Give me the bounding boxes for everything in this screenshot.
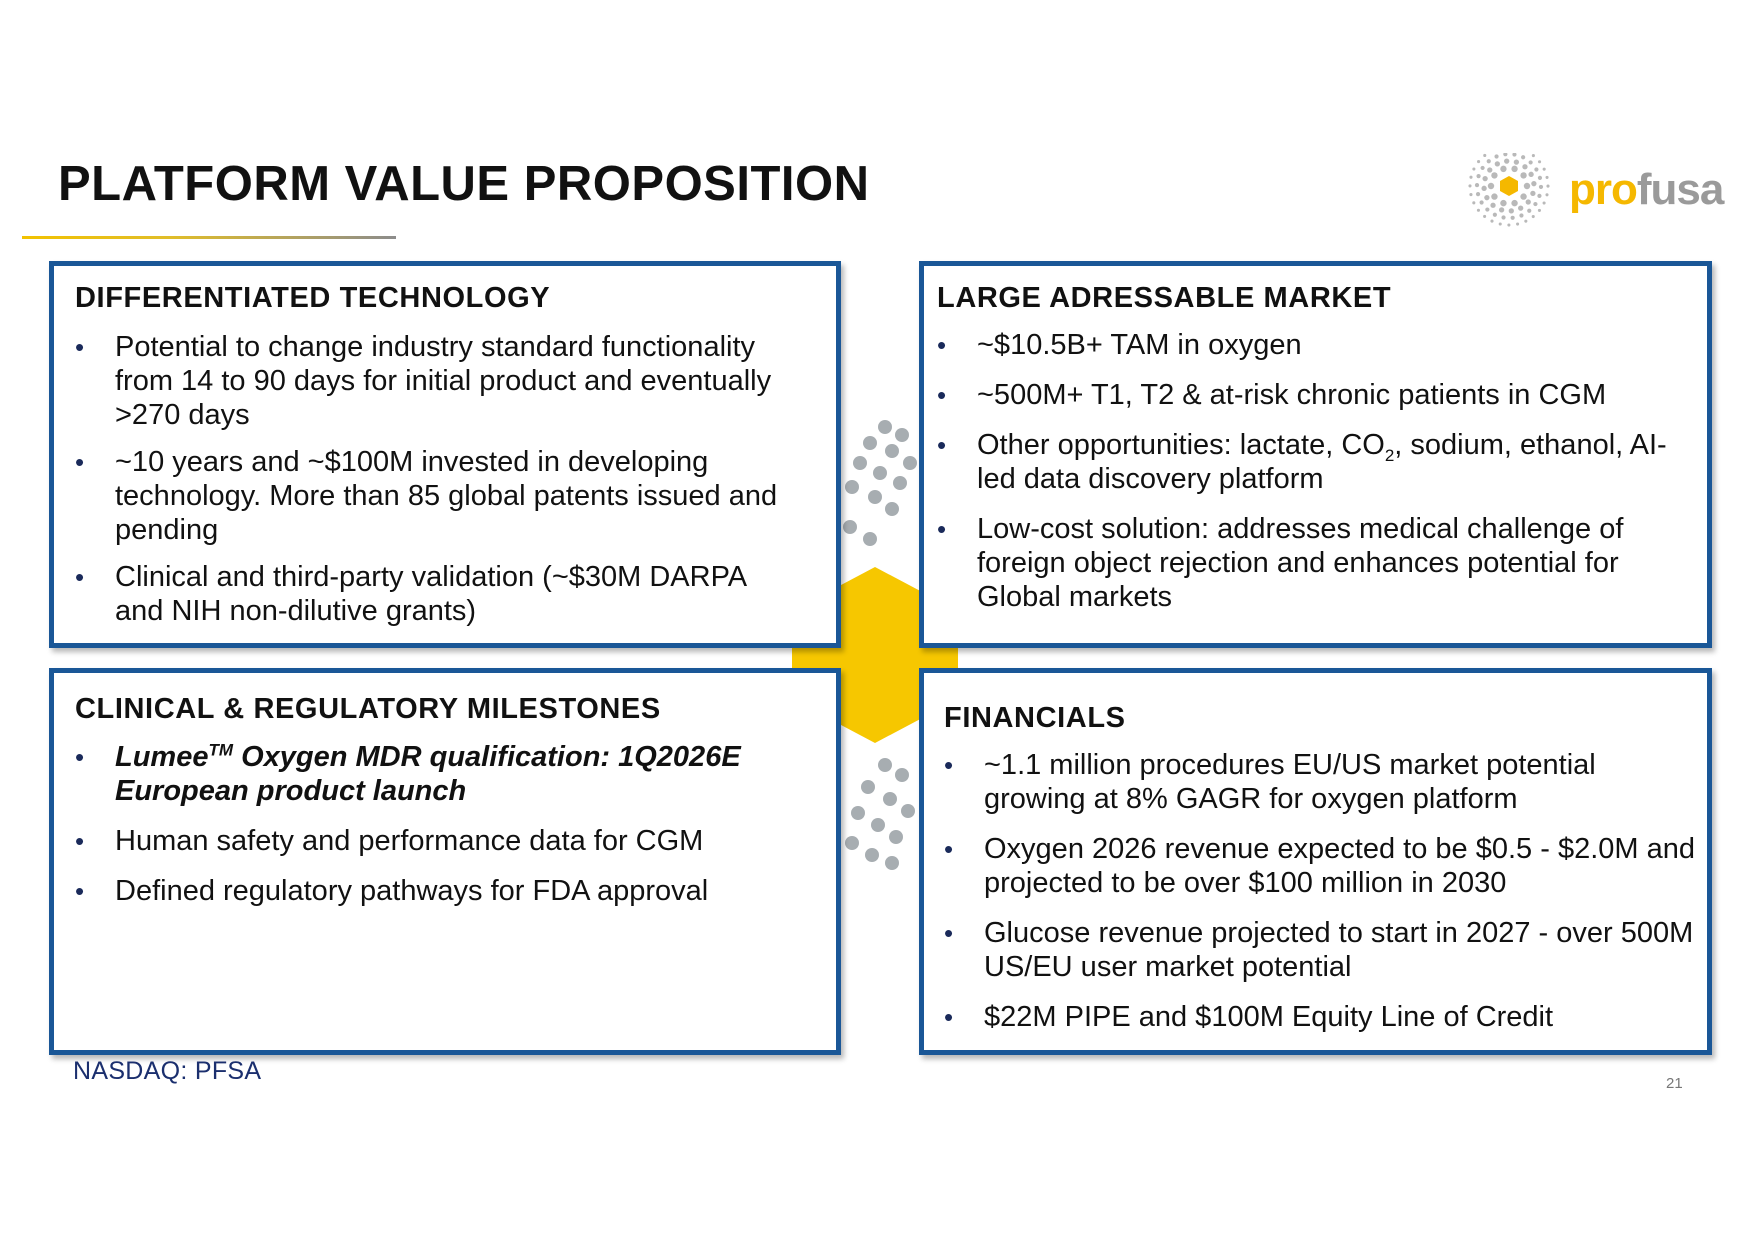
subscript: 2: [1384, 445, 1395, 465]
decorative-dot: [1533, 202, 1537, 206]
decorative-dot: [851, 806, 865, 820]
decorative-dot: [1483, 215, 1486, 218]
decorative-dot: [865, 848, 879, 862]
decorative-dot: [1482, 176, 1487, 181]
panel-financials: [919, 668, 1712, 1055]
decorative-dot: [1495, 161, 1500, 166]
item-text: Other opportunities: lactate, CO: [977, 429, 1385, 461]
decorative-dot: [1521, 155, 1525, 159]
decorative-dot: [871, 818, 885, 832]
stock-ticker: NASDAQ: PFSA: [73, 1057, 262, 1085]
decorative-dot: [1493, 213, 1497, 217]
decorative-dot: [1511, 200, 1517, 206]
decorative-dot: [1491, 193, 1497, 199]
decorative-dot: [1538, 209, 1541, 212]
page-number: 21: [1666, 1075, 1683, 1092]
decorative-dot: [1507, 223, 1510, 226]
panel-differentiated-technology: [49, 261, 841, 648]
decorative-dot: [1501, 215, 1505, 219]
slide-title: PLATFORM VALUE PROPOSITION: [58, 157, 870, 211]
decorative-dot: [1522, 164, 1527, 169]
decorative-dot: [1487, 167, 1492, 172]
list-item: • $22M PIPE and $100M Equity Line of Credit: [944, 1000, 1704, 1034]
decorative-dot: [1518, 205, 1523, 210]
decorative-dot: [1480, 166, 1484, 170]
decorative-dot: [893, 476, 907, 490]
decorative-dot: [1524, 220, 1527, 223]
decorative-dot: [1520, 193, 1526, 199]
decorative-dot: [1479, 200, 1483, 204]
decorative-dot: [1519, 213, 1523, 217]
decorative-dot: [1468, 184, 1471, 187]
decorative-dot: [1487, 159, 1491, 163]
panel-heading: FINANCIALS: [944, 702, 1126, 734]
decorative-dot: [863, 436, 877, 450]
decorative-dot: [1538, 176, 1542, 180]
decorative-dot: [1483, 154, 1486, 157]
decorative-dot: [1500, 200, 1506, 206]
decorative-dots: [830, 415, 930, 875]
decorative-dot: [1494, 154, 1498, 158]
decorative-dot: [1477, 160, 1480, 163]
decorative-dot: [1503, 153, 1507, 156]
panel-large-addressable-market: [919, 261, 1712, 648]
logo-word-fusa: fusa: [1636, 165, 1724, 214]
decorative-dot: [1476, 174, 1480, 178]
decorative-dot: [1499, 222, 1502, 225]
decorative-dot: [1490, 220, 1493, 223]
decorative-dot: [885, 856, 899, 870]
decorative-dot: [868, 490, 882, 504]
decorative-dot: [1526, 199, 1531, 204]
logo-dot-icon: [1462, 153, 1566, 233]
decorative-dot: [895, 768, 909, 782]
decorative-dot: [1537, 194, 1541, 198]
decorative-dot: [883, 792, 897, 806]
list-item: • Oxygen 2026 revenue expected to be $0.5 - $2.0M and projected to be over $100 million in 2030: [944, 832, 1704, 900]
list-item: • Potential to change industry standard functionality from 14 to 90 days for initial product and eventually >270 days: [75, 330, 795, 432]
decorative-dot: [1511, 166, 1517, 172]
decorative-dot: [1546, 185, 1549, 188]
decorative-dot: [1532, 154, 1535, 157]
decorative-dot: [1530, 191, 1535, 196]
title-underline: [22, 236, 396, 239]
decorative-dot: [1538, 160, 1541, 163]
decorative-dot: [845, 480, 859, 494]
decorative-dot: [1477, 209, 1480, 212]
superscript: TM: [208, 740, 234, 760]
profusa-logo: [1462, 153, 1724, 233]
list-item: [75, 740, 795, 808]
decorative-dot: [901, 804, 915, 818]
decorative-dot: [1539, 185, 1543, 189]
decorative-dot: [1532, 215, 1535, 218]
list-item: • ~$10.5B+ TAM in oxygen: [937, 328, 1702, 362]
decorative-dot: [1534, 167, 1538, 171]
list-item: • Human safety and performance data for CGM: [75, 824, 795, 858]
decorative-dot: [1529, 160, 1533, 164]
decorative-dot: [1520, 172, 1526, 178]
logo-word-pro: pro: [1569, 165, 1637, 214]
decorative-dot: [1500, 166, 1506, 172]
decorative-dot: [1475, 183, 1479, 187]
decorative-dot: [1545, 193, 1548, 196]
decorative-dot: [1516, 222, 1519, 225]
decorative-dot: [1512, 153, 1516, 157]
decorative-dot: [1484, 195, 1489, 200]
decorative-dot: [1491, 172, 1497, 178]
panel-heading: LARGE ADRESSABLE MARKET: [937, 282, 1392, 314]
decorative-dot: [845, 836, 859, 850]
decorative-dot: [1481, 186, 1486, 191]
list-item: • Low-cost solution: addresses medical challenge of foreign object rejection and enhances potential for Global markets: [937, 512, 1702, 614]
decorative-dot: [878, 420, 892, 434]
panel-heading: CLINICAL & REGULATORY MILESTONES: [75, 693, 661, 725]
item-text: , sodium, ethanol, AI-led data discovery platform: [977, 429, 1667, 495]
decorative-dot: [889, 830, 903, 844]
list-item: • Glucose revenue projected to start in 2027 - over 500M US/EU user market potential: [944, 916, 1704, 984]
decorative-dot: [1485, 207, 1489, 211]
decorative-dot: [1528, 172, 1533, 177]
list-item: [937, 428, 1702, 496]
decorative-dot: [1472, 167, 1475, 170]
decorative-dot: [895, 428, 909, 442]
decorative-dot: [843, 520, 857, 534]
decorative-dot: [885, 444, 899, 458]
decorative-dot: [903, 456, 917, 470]
decorative-dot: [853, 456, 867, 470]
decorative-dot: [1504, 158, 1509, 163]
list-item: • Clinical and third-party validation (~$30M DARPA and NIH non-dilutive grants): [75, 560, 795, 628]
panel-clinical-regulatory-milestones: [49, 668, 841, 1055]
decorative-dot: [1543, 201, 1546, 204]
decorative-dot: [1514, 159, 1519, 164]
decorative-dot: [1511, 216, 1515, 220]
decorative-dot: [1509, 208, 1514, 213]
decorative-dot: [1476, 192, 1480, 196]
item-text: Oxygen MDR qualification: 1Q2026E European product launch: [115, 741, 741, 807]
decorative-dot: [861, 780, 875, 794]
list-item: • ~10 years and ~$100M invested in developing technology. More than 85 global patents issued and pending: [75, 445, 795, 547]
decorative-dot: [1469, 193, 1472, 196]
decorative-dot: [1524, 183, 1530, 189]
decorative-dot: [885, 502, 899, 516]
decorative-dot: [1545, 176, 1548, 179]
decorative-dot: [878, 758, 892, 772]
decorative-dot: [1531, 181, 1536, 186]
decorative-dot: [863, 532, 877, 546]
decorative-dot: [873, 466, 887, 480]
list-item: • ~500M+ T1, T2 & at-risk chronic patients in CGM: [937, 378, 1702, 412]
item-text: Lumee: [115, 741, 209, 773]
logo-wordmark: [1569, 165, 1723, 215]
list-item: • Defined regulatory pathways for FDA approval: [75, 874, 795, 908]
decorative-dot: [1472, 201, 1475, 204]
list-item: • ~1.1 million procedures EU/US market potential growing at 8% GAGR for oxygen platform: [944, 748, 1704, 816]
decorative-dot: [1490, 203, 1495, 208]
decorative-dot: [1469, 176, 1472, 179]
decorative-dot: [1499, 207, 1504, 212]
decorative-dot: [1543, 168, 1546, 171]
decorative-dot: [1488, 183, 1494, 189]
decorative-dot: [1527, 209, 1531, 213]
panel-heading: DIFFERENTIATED TECHNOLOGY: [75, 282, 551, 314]
